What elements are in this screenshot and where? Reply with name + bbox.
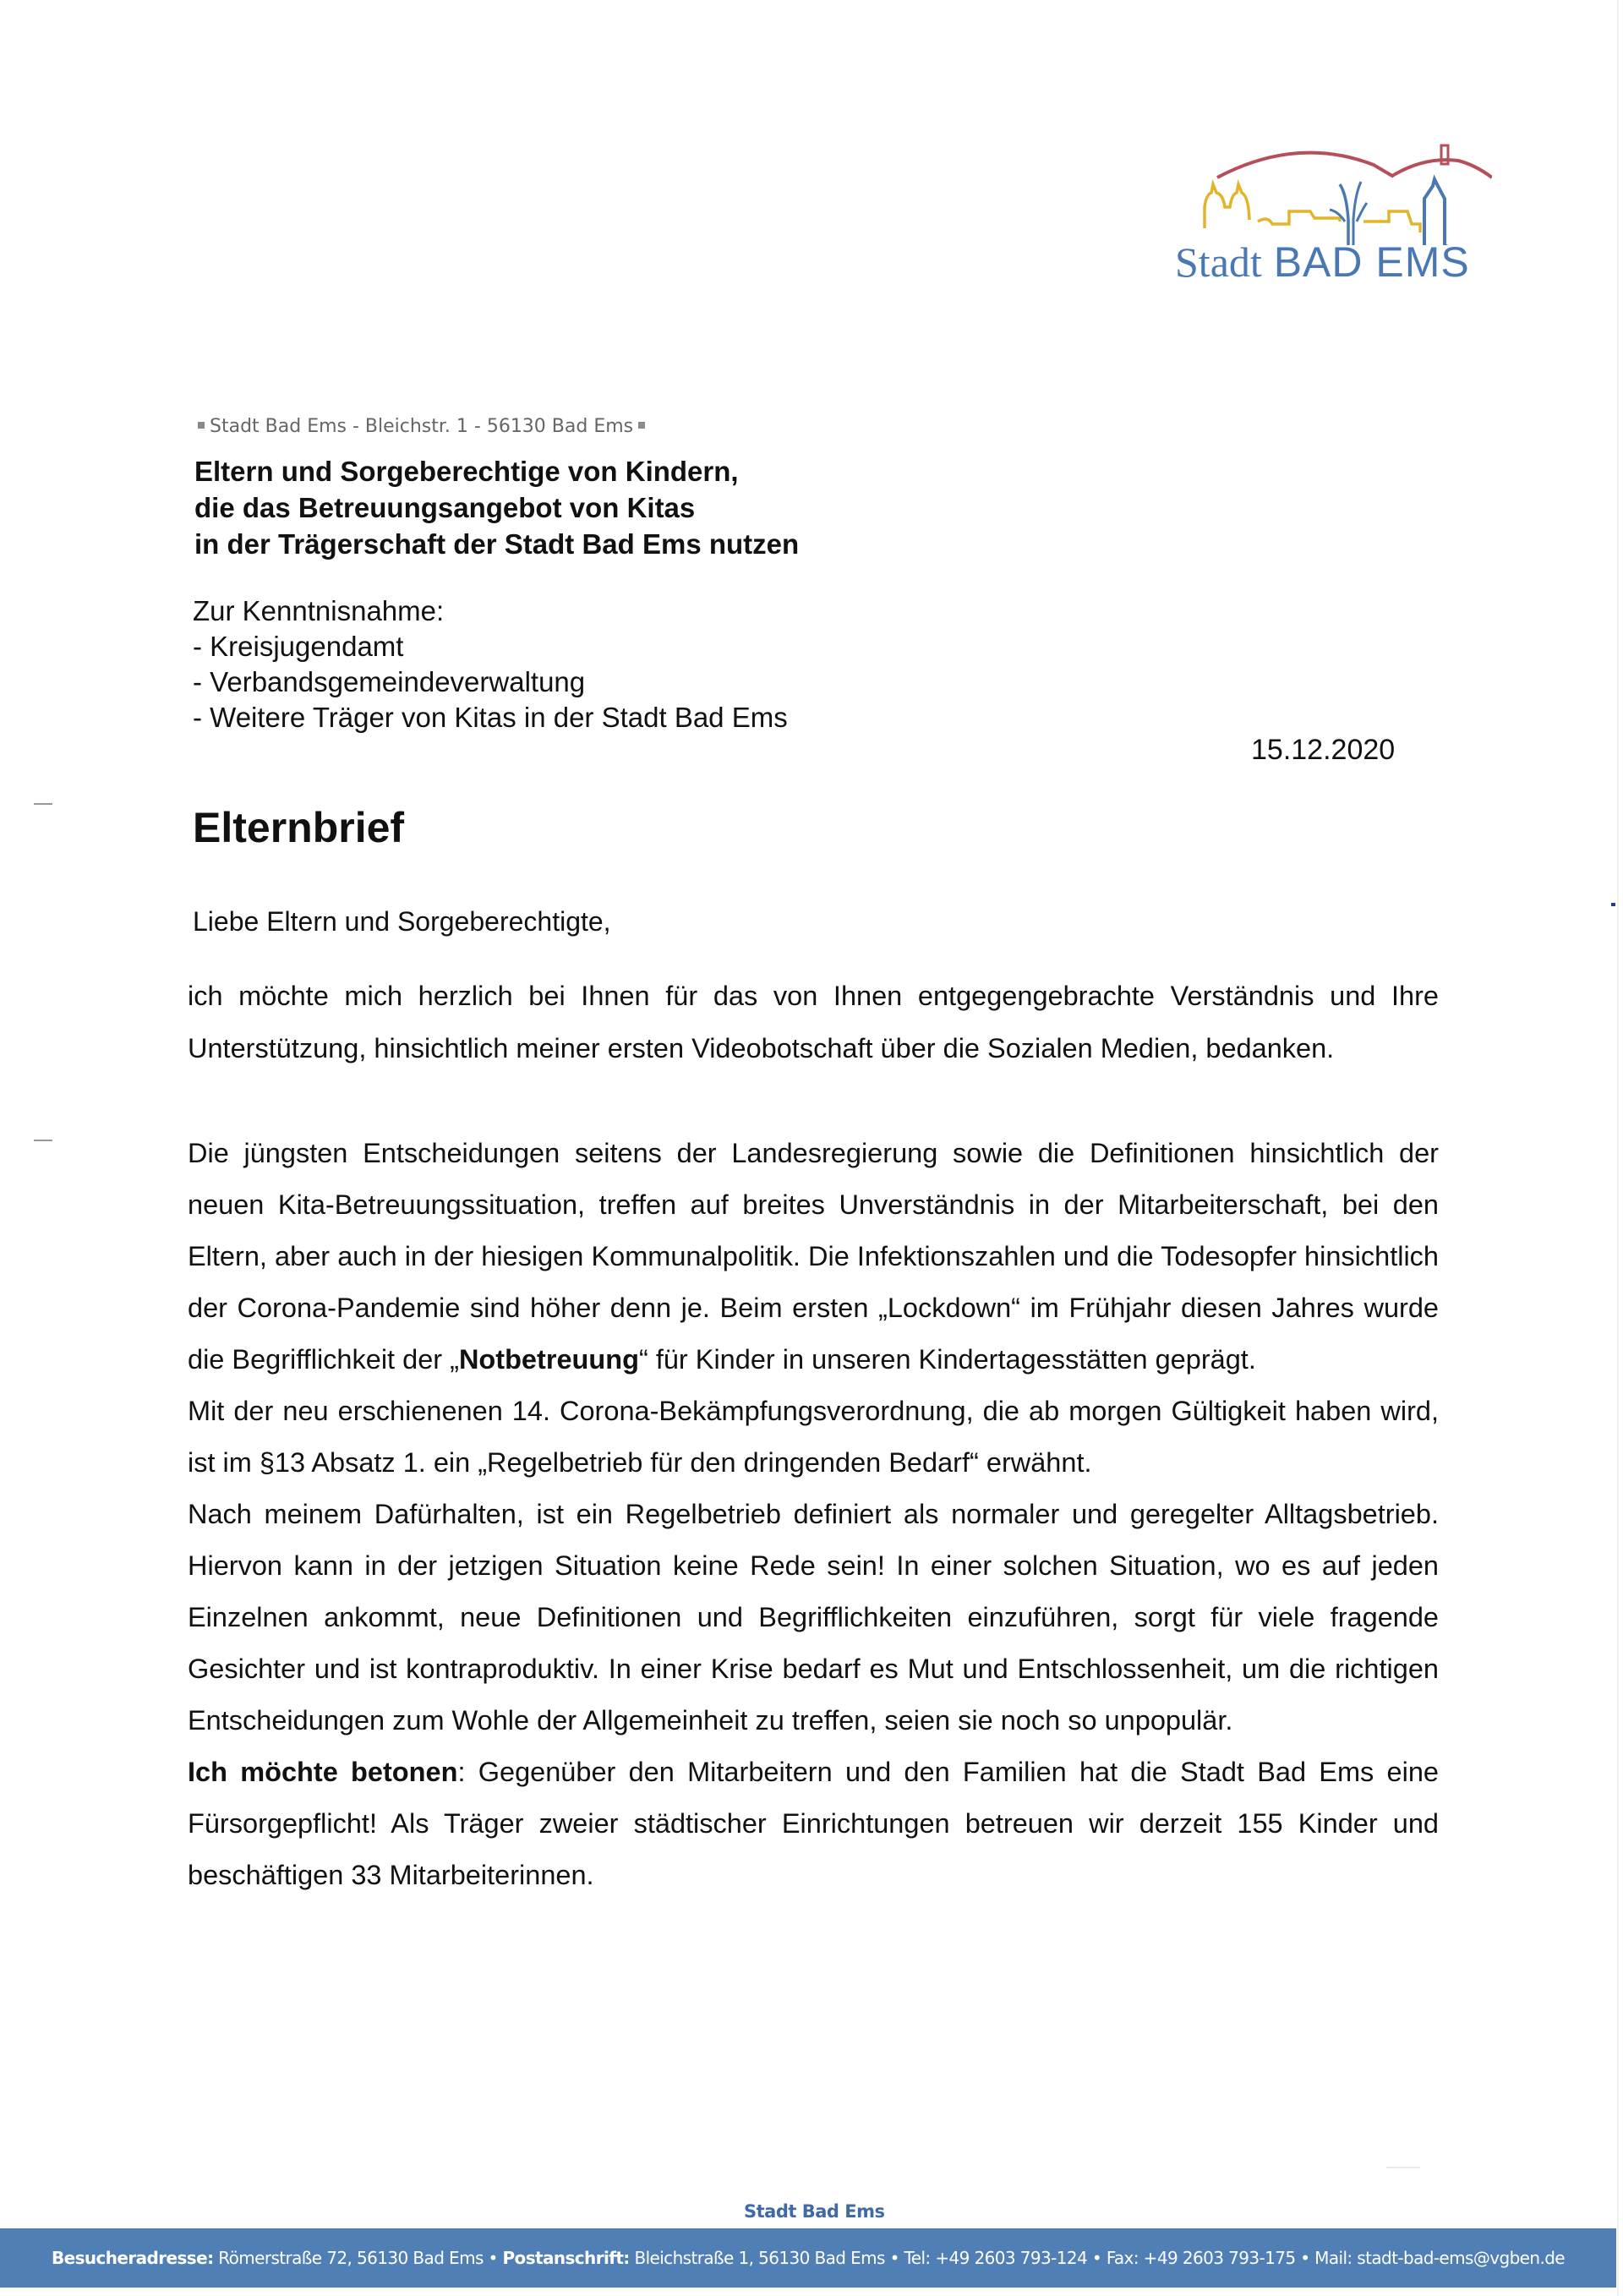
body-paragraph-1: ich möchte mich herzlich bei Ihnen für das von Ihnen entgegengebrachte Verständnis und Ihre Unterstützung, hinsichtlich meiner ersten Videobotschaft über die Sozialen Medien, bedanken. — [188, 981, 1439, 1063]
bold-lead: Ich möchte betonen — [188, 1757, 458, 1787]
stadt-bad-ems-logo — [1171, 127, 1492, 296]
square-bullet-icon — [638, 422, 645, 429]
body-paragraph-2: Die jüngsten Entscheidungen seitens der Landesregierung sowie die Definitionen hinsichtlich der neuen Kita-Betreuungssituation, treffen auf breites Unverständnis in der Mitarbeiterschaft, bei den Eltern, aber auch in der hiesigen Kommunalpolitik. Die Infektionszahlen und die Todesopfer hinsichtlich der Corona-Pandemie sind höher denn je. Beim ersten „Lockdown“ im Frühjahr diesen Jahres wurde die Begrifflichkeit der „Notbetreuung“ für Kinder in unseren Kindertagesstätten geprägt. — [188, 1138, 1439, 1375]
fold-mark — [34, 803, 52, 805]
letter-date: 15.12.2020 — [1251, 734, 1396, 766]
fold-mark — [34, 1140, 52, 1141]
recipient-line: die das Betreuungsangebot von Kitas — [194, 492, 696, 523]
cc-heading: Zur Kenntnisnahme: — [193, 595, 445, 626]
scan-artifact — [1611, 903, 1615, 906]
cc-item: - Kreisjugendamt — [193, 631, 404, 662]
skyline-icon — [1171, 127, 1492, 245]
recipient-block — [194, 453, 799, 562]
cc-item: - Weitere Träger von Kitas in der Stadt Bad Ems — [193, 702, 788, 733]
sender-return-address: Stadt Bad Ems - Bleichstr. 1 - 56130 Bad Ems — [193, 416, 650, 437]
cc-block — [193, 593, 788, 735]
salutation: Liebe Eltern und Sorgeberechtigte, — [193, 906, 611, 937]
bold-term: Notbetreuung — [458, 1344, 639, 1375]
logo-wordmark: Stadt BAD EMS — [1175, 238, 1470, 286]
footer-org-name: Stadt Bad Ems — [744, 2201, 885, 2222]
cc-item: - Verbandsgemeindeverwaltung — [193, 666, 586, 697]
body-paragraph-4: Nach meinem Dafürhalten, ist ein Regelbetrieb definiert als normaler und geregelter Alltagsbetrieb. Hiervon kann in der jetzigen Situation keine Rede sein! In einer solchen Situation, wo es auf jeden Einzelnen ankommt, neue Definitionen und Begrifflichkeiten einzuführen, sorgt für viele fragende Gesichter und ist kontraproduktiv. In einer Krise bedarf es Mut und Entschlossenheit, um die richtigen Entscheidungen zum Wohle der Allgemeinheit zu treffen, seien sie noch so unpopulär. — [188, 1499, 1439, 1736]
page-title: Elternbrief — [193, 804, 405, 851]
footer-contact-text: Besucheradresse: Römerstraße 72, 56130 Bad Ems • Postanschrift: Bleichstraße 1, 56130 Bad Ems • Tel: +49 2603 793-124 • Fax: +49 2603 793-175 • Mail: stadt-bad-ems@vgben.de — [51, 2248, 1566, 2268]
scan-artifact — [1386, 2167, 1420, 2168]
body-paragraph-3: Mit der neu erschienenen 14. Corona-Bekämpfungsverordnung, die ab morgen Gültigkeit haben wird, ist im §13 Absatz 1. ein „Regelbetrieb für den dringenden Bedarf“ erwähnt. — [188, 1396, 1439, 1478]
footer-contact-bar — [0, 2228, 1616, 2288]
recipient-line: Eltern und Sorgeberechtige von Kindern, — [194, 456, 739, 487]
square-bullet-icon — [198, 422, 205, 429]
body-main-text — [188, 1128, 1439, 1901]
body-paragraph-5: Ich möchte betonen: Gegenüber den Mitarbeitern und den Familien hat die Stadt Bad Ems eine Fürsorgepflicht! Als Träger zweier städtischer Einrichtungen betreuen wir derzeit 155 Kinder und beschäftigen 33 Mitarbeiterinnen. — [188, 1757, 1439, 1890]
recipient-line: in der Trägerschaft der Stadt Bad Ems nutzen — [194, 528, 800, 560]
scan-edge — [1617, 0, 1619, 2296]
